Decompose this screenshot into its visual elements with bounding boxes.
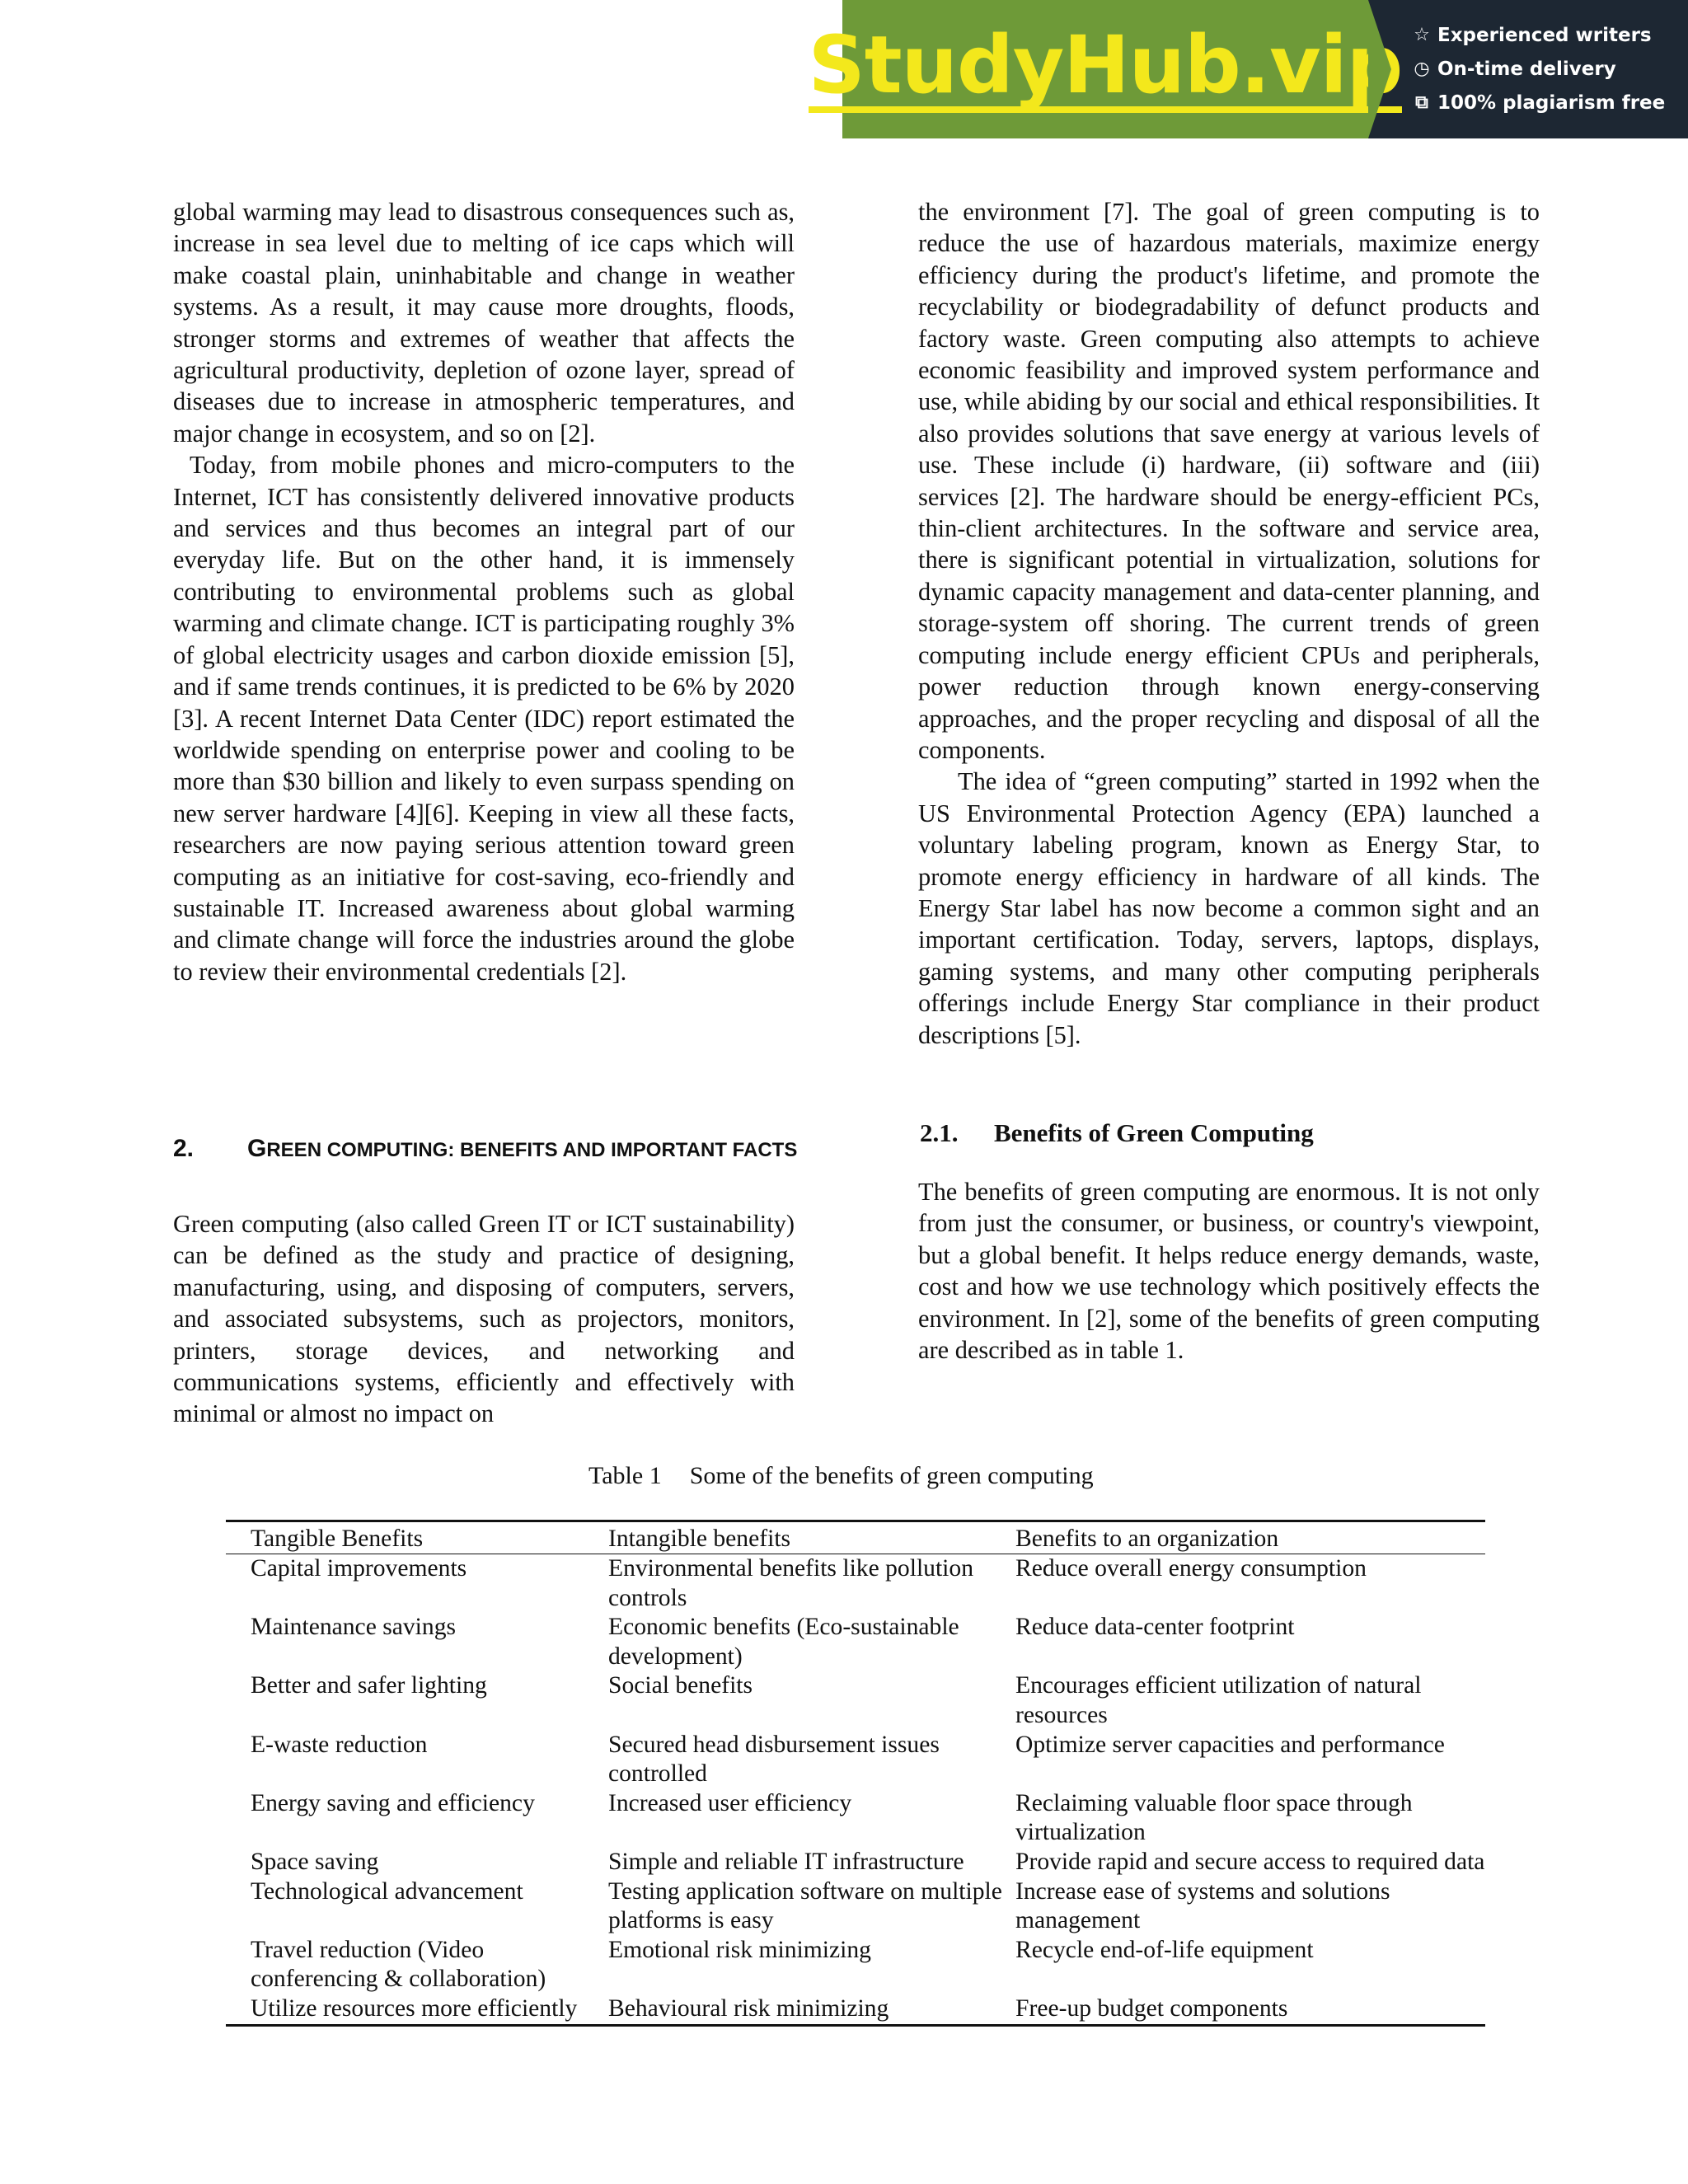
table-row — [226, 1554, 1485, 1613]
table-cell: Economic benefits (Eco-sustainable development) — [608, 1614, 959, 1670]
table-cell: Free-up budget components — [1015, 1994, 1288, 2022]
table-cell: Increase ease of systems and solutions management — [1015, 1877, 1390, 1934]
table-cell: Encourages efficient utilization of natural resources — [1015, 1672, 1422, 1728]
table-cell: Behavioural risk minimizing — [608, 1994, 889, 2022]
table-cell: Space saving — [251, 1848, 379, 1875]
table-cell: Maintenance savings — [251, 1614, 457, 1641]
section-number: 2. — [173, 1135, 195, 1162]
table-cell: Secured head disbursement issues controlled — [608, 1731, 940, 1788]
table-row — [226, 1936, 1485, 1994]
studyhub-logo[interactable] — [808, 0, 1403, 138]
subsection-heading — [920, 1118, 1314, 1149]
table-cell: Capital improvements — [251, 1555, 467, 1582]
subsection-number: 2.1. — [920, 1118, 959, 1147]
table-cell: Better and safer lighting — [251, 1672, 487, 1699]
paragraph: The benefits of green computing are enormous. It is not only from just the consumer, or business, or country's viewpoint, but a global benefit. It helps reduce energy demands, waste, cost and how we use technology which positively effects the environment. In [2], some of the benefits of green computing are described as in table 1. — [918, 1178, 1540, 1365]
paragraph: Today, from mobile phones and micro-computers to the Internet, ICT has consistently delivered innovative products and services and thus becomes an integral part of our everyday life. But on the other hand, it is immensely contributing to environmental problems such as global warming and climate change. ICT is participating roughly 3% of global electricity usages and carbon dioxide emission [5], and if same trends continues, it is predicted to be 6% by 2020 [3]. A recent Internet Data Center (IDC) report estimated the worldwide spending on enterprise power and cooling to be more than $30 billion and likely to even surpass spending on new server hardware [4][6]. Keeping in view all these facts, researchers are now paying serious attention toward green computing as an initiative for cost-saving, eco-friendly and sustainable IT. Increased awareness about global warming and climate change will force the industries around the globe to review their environmental credentials [2]. — [173, 451, 795, 986]
table-row — [226, 1848, 1485, 1877]
banner-features — [1368, 0, 1688, 138]
table-caption-label: Table 1 — [588, 1462, 662, 1489]
paragraph: global warming may lead to disastrous consequences such as, increase in sea level due to melting of ice caps which will make coastal plain, uninhabitable and change in weather systems. As a result, it may cause more droughts, floods, stronger storms and extremes of weather that affects the agricultural productivity, depletion of ozone layer, spread of diseases due to increase in atmospheric temperatures, and major change in ecosystem, and so on [2]. — [173, 198, 795, 448]
table-cell: Environmental benefits like pollution controls — [608, 1555, 973, 1611]
left-column-section-body — [173, 1208, 795, 1430]
paragraph: the environment [7]. The goal of green computing is to reduce the use of hazardous materials, maximize energy efficiency during the product's lifetime, and promote the recyclability or biodegradability of defunct products and factory waste. Green computing also attempts to achieve economic feasibility and improved system performance and use, while abiding by our social and ethical responsibilities. It also provides solutions that save energy at various levels of use. These include (i) hardware, (ii) software and (iii) services [2]. The hardware should be energy-efficient PCs, thin-client architectures. In the software and service area, there is significant potential in virtualization, solutions for dynamic capacity management and data-center planning, and storage-system off shoring. The current trends of green computing include energy efficient CPUs and peripherals, power reduction through known energy-conserving approaches, and the proper recycling and disposal of all the components. — [918, 198, 1540, 764]
feature-plagiarism-free — [1411, 86, 1688, 120]
table-row — [226, 1789, 1485, 1848]
left-column — [173, 196, 795, 987]
table-cell: Increased user efficiency — [608, 1789, 852, 1816]
section-title — [247, 1133, 808, 1166]
right-column — [918, 196, 1540, 1051]
clock-icon: ◷ — [1414, 59, 1430, 79]
subsection-title: Benefits of Green Computing — [994, 1118, 1314, 1147]
studyhub-banner[interactable] — [808, 0, 1688, 138]
logo-text: StudyHub.vip — [808, 19, 1403, 111]
table-caption-text: Some of the benefits of green computing — [689, 1462, 1094, 1489]
table-cell: Testing application software on multiple platforms is easy — [608, 1877, 1002, 1934]
table-row — [226, 1671, 1485, 1730]
feature-label: 100% plagiarism free — [1437, 91, 1666, 114]
table-cell: Energy saving and efficiency — [251, 1789, 535, 1816]
table-cell: Technological advancement — [251, 1877, 523, 1905]
table-cell: Simple and reliable IT infrastructure — [608, 1848, 964, 1875]
table-cell: Travel reduction (Video conferencing & collaboration) — [251, 1936, 546, 1993]
table-header-cell: Benefits to an organization — [1015, 1526, 1279, 1552]
banner-arrow-shape — [1368, 0, 1391, 138]
table-cell: Reclaiming valuable floor space through virtualization — [1015, 1789, 1413, 1846]
feature-label: On-time delivery — [1437, 58, 1616, 80]
table-cell: Reduce overall energy consumption — [1015, 1555, 1367, 1582]
table-cell: Provide rapid and secure access to required data — [1015, 1848, 1485, 1875]
table-row — [226, 1994, 1485, 2024]
section-title-rest: REEN COMPUTING: BENEFITS AND IMPORTANT FACTS — [266, 1139, 798, 1161]
paragraph: Green computing (also called Green IT or ICT sustainability) can be defined as the study and practice of designing, manufacturing, using, and disposing of computers, servers, and associated subsystems, such as projectors, monitors, printers, storage devices, and networking and communications systems, efficiently and effectively with minimal or almost no impact on — [173, 1210, 795, 1428]
table-body — [226, 1554, 1485, 2024]
table-caption — [588, 1460, 1094, 1492]
feature-on-time-delivery — [1411, 52, 1688, 86]
table-cell: E-waste reduction — [251, 1731, 428, 1758]
table-cell: Recycle end-of-life equipment — [1015, 1936, 1314, 1963]
table-header-cell: Tangible Benefits — [251, 1526, 424, 1552]
copy-icon: ⧉ — [1415, 92, 1428, 113]
table-row — [226, 1613, 1485, 1671]
table-cell: Social benefits — [608, 1672, 753, 1699]
table-row — [226, 1877, 1485, 1936]
table-cell: Optimize server capacities and performance — [1015, 1731, 1445, 1758]
feature-label: Experienced writers — [1437, 24, 1652, 46]
table-cell: Reduce data-center footprint — [1015, 1614, 1295, 1641]
table-header-cell: Intangible benefits — [608, 1526, 791, 1552]
table-header-row — [226, 1522, 1485, 1554]
feature-experienced-writers — [1411, 18, 1688, 52]
right-column-subsection-body — [918, 1176, 1540, 1366]
table-cell: Emotional risk minimizing — [608, 1936, 871, 1963]
star-icon: ☆ — [1414, 25, 1430, 45]
table-row — [226, 1731, 1485, 1789]
paragraph: The idea of “green computing” started in 1992 when the US Environmental Protection Agency (EPA) launched a voluntary labeling program, known as Energy Star, to promote energy efficiency in hardware of all kinds. The Energy Star label has now become a common sight and an important certification. Today, servers, laptops, displays, gaming systems, and many other computing peripherals offerings include Energy Star compliance in their product descriptions [5]. — [918, 767, 1540, 1049]
section-title-initial: G — [247, 1135, 267, 1162]
table-cell: Utilize resources more efficiently — [251, 1994, 578, 2022]
benefits-table — [226, 1520, 1485, 2027]
